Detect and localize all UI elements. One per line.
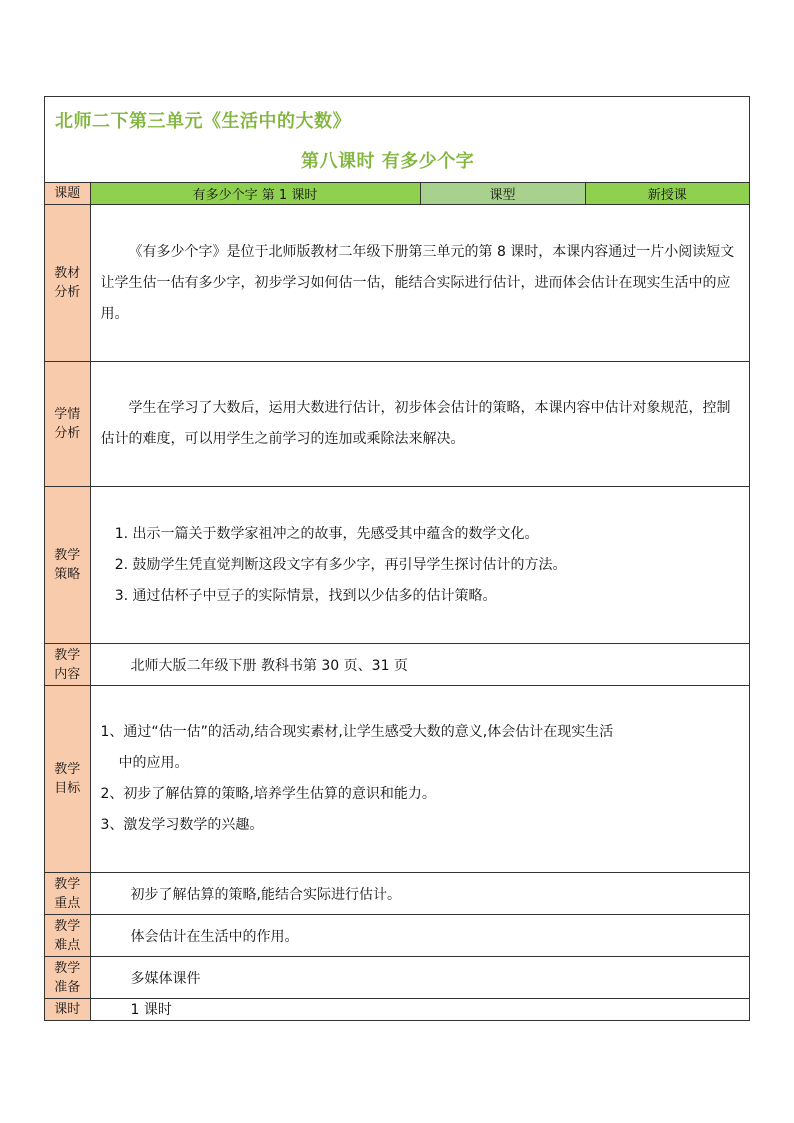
content-label-line1: 教学 (54, 647, 81, 663)
difficulty-label-line2: 难点 (54, 937, 81, 953)
row-strategy (45, 487, 749, 644)
goal-item-continued: 中的应用。 (118, 755, 189, 771)
unit-title: 北师二下第三单元《生活中的大数》 (55, 111, 351, 132)
hours-label: 课时 (45, 999, 90, 1020)
content-label (45, 644, 90, 686)
goals-label (45, 686, 90, 873)
material-label-line1: 教材 (54, 266, 81, 281)
type-label: 课型 (420, 183, 585, 205)
row-difficulty (45, 915, 749, 957)
key-label (45, 873, 90, 915)
material-cell (90, 205, 749, 362)
strategy-item: 1. 出示一篇关于数学家祖冲之的故事，先感受其中蕴含的数学文化。 (133, 519, 742, 550)
difficulty-label-line1: 教学 (54, 918, 81, 934)
hours-text: 1 课时 (90, 999, 749, 1020)
topic-value: 有多少个字 第 1 课时 (90, 183, 420, 205)
key-text: 初步了解估算的策略,能结合实际进行估计。 (90, 873, 749, 915)
prep-label-line1: 教学 (54, 960, 81, 976)
row-content (45, 644, 749, 686)
row-student (45, 362, 749, 487)
prep-text: 多媒体课件 (90, 957, 749, 999)
student-text: 学生在学习了大数后，运用大数进行估计，初步体会估计的策略，本课内容中估计对象规范，控制估计的难度，可以用学生之前学习的连加或乘除法来解决。 (100, 400, 731, 447)
topic-label: 课题 (45, 183, 90, 205)
row-prep (45, 957, 749, 999)
student-label (45, 362, 90, 487)
type-value: 新授课 (585, 183, 749, 205)
lesson-plan-sheet (44, 96, 750, 1021)
material-text: 《有多少个字》是位于北师版教材二年级下册第三单元的第 8 课时，本课内容通过一片小阅读短文让学生估一估有多少字，初步学习如何估一估，能结合实际进行估计，进而体会估计在现实生活中的应用。 (100, 243, 735, 322)
lesson-title: 第八课时 有多少个字 (301, 151, 475, 172)
key-label-line1: 教学 (54, 876, 81, 892)
header-row (45, 183, 749, 205)
difficulty-label (45, 915, 90, 957)
strategy-item: 3. 通过估杯子中豆子的实际情景，找到以少估多的估计策略。 (133, 581, 742, 612)
key-label-line2: 重点 (54, 895, 81, 911)
strategy-cell (90, 487, 749, 644)
prep-label (45, 957, 90, 999)
goals-list (91, 717, 742, 841)
goals-label-line2: 目标 (54, 781, 81, 796)
difficulty-text: 体会估计在生活中的作用。 (90, 915, 749, 957)
row-goals (45, 686, 749, 873)
row-material (45, 205, 749, 362)
row-key (45, 873, 749, 915)
strategy-label-line1: 教学 (54, 548, 81, 563)
lesson-table (45, 183, 749, 1020)
strategy-label-line2: 策略 (54, 567, 81, 582)
strategy-item: 2. 鼓励学生凭直觉判断这段文字有多少字，再引导学生探讨估计的方法。 (133, 550, 742, 581)
goal-item: 2、初步了解估算的策略,培养学生估算的意识和能力。 (100, 786, 436, 802)
title-block (45, 97, 749, 183)
goals-cell (90, 686, 749, 873)
student-label-line1: 学情 (54, 407, 81, 422)
goal-item: 1、通过“估一估”的活动,结合现实素材,让学生感受大数的意义,体会估计在现实生活 (100, 724, 614, 740)
row-hours (45, 999, 749, 1020)
strategy-label (45, 487, 90, 644)
strategy-list (101, 519, 742, 612)
student-cell (90, 362, 749, 487)
content-label-line2: 内容 (54, 666, 81, 682)
content-text: 北师大版二年级下册 教科书第 30 页、31 页 (90, 644, 749, 686)
material-label (45, 205, 90, 362)
student-label-line2: 分析 (54, 426, 81, 441)
goals-label-line1: 教学 (54, 762, 81, 777)
material-label-line2: 分析 (54, 285, 81, 300)
goal-item: 3、激发学习数学的兴趣。 (100, 817, 264, 833)
prep-label-line2: 准备 (54, 979, 81, 995)
